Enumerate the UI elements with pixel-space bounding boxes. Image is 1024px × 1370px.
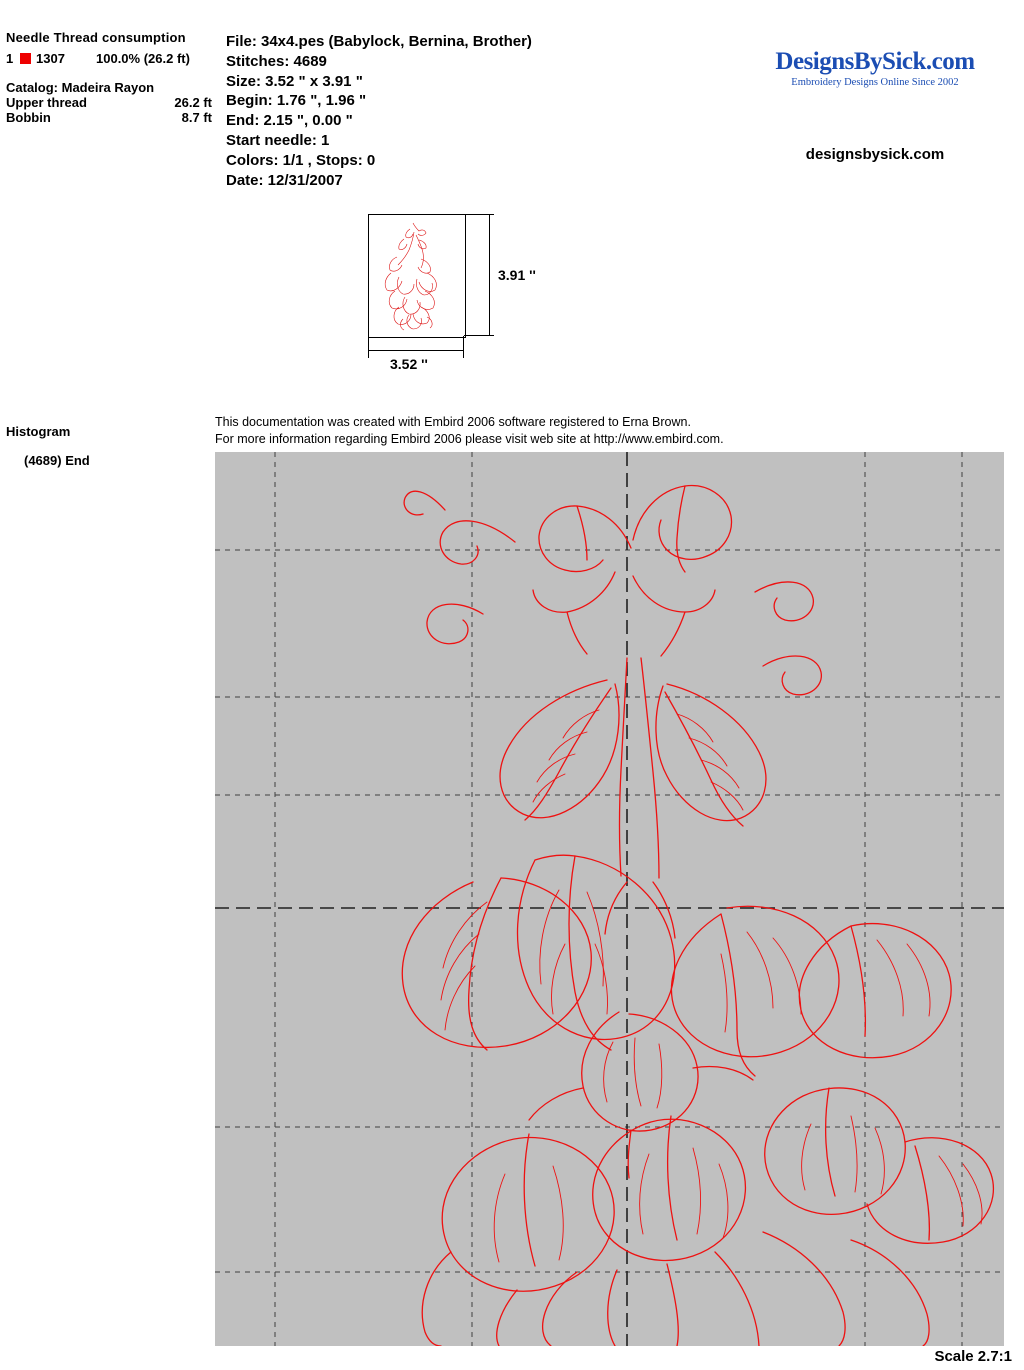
bobbin-value: 8.7 ft xyxy=(181,110,212,125)
start-needle-line: Start needle: 1 xyxy=(226,131,330,149)
colors-stops-line: Colors: 1/1 , Stops: 0 xyxy=(226,151,376,169)
histogram-panel xyxy=(6,424,90,468)
upper-thread-label: Upper thread xyxy=(6,95,87,110)
histogram-title: Histogram xyxy=(6,424,71,439)
size-line: Size: 3.52 " x 3.91 " xyxy=(226,72,363,90)
end-line: End: 2.15 ", 0.00 " xyxy=(226,112,353,130)
design-canvas xyxy=(215,452,1004,1346)
height-dimension-label: 3.91 '' xyxy=(498,267,536,283)
needle-thread-panel xyxy=(6,30,216,125)
stitches-line: Stitches: 4689 xyxy=(226,52,327,70)
documentation-note-line2: For more information regarding Embird 2006 please visit web site at http://www.embird.com. xyxy=(215,432,724,447)
date-line: Date: 12/31/2007 xyxy=(226,171,343,189)
bobbin-row xyxy=(6,110,212,125)
file-info-panel xyxy=(226,32,532,190)
brand-logo xyxy=(745,48,1005,88)
upper-thread-row xyxy=(6,95,212,110)
logo-title: DesignsBySick.com xyxy=(775,48,975,75)
needle-number: 1 xyxy=(6,51,14,66)
documentation-note-line1: This documentation was created with Embird 2006 software registered to Erna Brown. xyxy=(215,415,691,429)
logo-subtitle: Embroidery Designs Online Since 2002 xyxy=(791,77,959,88)
height-dimension-line xyxy=(489,214,490,336)
design-stitch-plot xyxy=(215,452,1004,1346)
thread-color-swatch xyxy=(20,53,31,64)
thread-percent: 100.0% (26.2 ft) xyxy=(96,51,190,66)
width-dimension-line xyxy=(368,350,464,351)
upper-thread-value: 26.2 ft xyxy=(174,95,212,110)
documentation-note xyxy=(215,414,724,449)
stitch-outline xyxy=(402,486,993,1346)
needle-row xyxy=(6,51,216,66)
grid-lines xyxy=(215,452,1004,1346)
begin-line: Begin: 1.76 ", 1.96 " xyxy=(226,92,367,110)
needle-panel-header: Needle Thread consumption xyxy=(6,30,186,45)
histogram-end-label: (4689) End xyxy=(24,453,90,468)
preview-thumbnail xyxy=(368,214,466,338)
width-dimension-label: 3.52 '' xyxy=(390,356,428,372)
bobbin-label: Bobbin xyxy=(6,110,51,125)
site-url: designsbysick.com xyxy=(805,146,945,163)
thread-catalog: Catalog: Madeira Rayon xyxy=(6,80,155,95)
file-name-line: File: 34x4.pes (Babylock, Bernina, Brother) xyxy=(226,33,532,50)
scale-label: Scale 2.7:1 xyxy=(934,1348,1012,1365)
grid-center-lines xyxy=(215,452,1004,1346)
thread-code: 1307 xyxy=(36,51,65,66)
